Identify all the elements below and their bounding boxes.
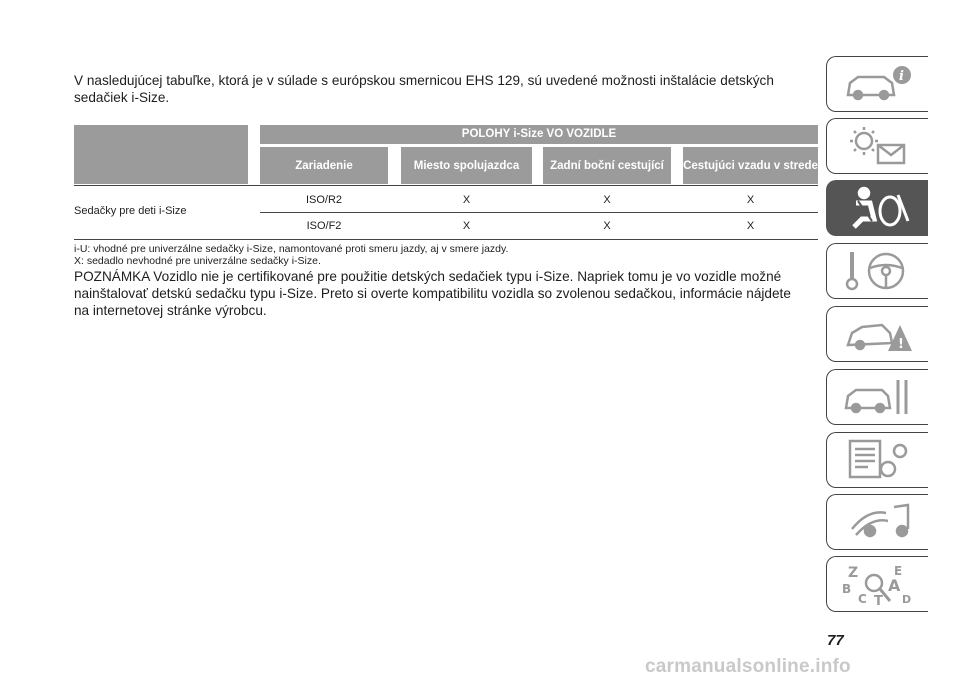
- table-divider-top: [74, 185, 818, 186]
- warning-lights-icon: [838, 123, 918, 169]
- steering-wheel-key-icon: [838, 248, 918, 294]
- table-divider-mid: [260, 212, 818, 213]
- tab-maintenance[interactable]: [826, 369, 928, 425]
- table-cell-device: ISO/F2: [306, 220, 342, 232]
- intro-paragraph: V nasledujúcej tabuľke, ktorá je v súlade s európskou smernicou EHS 129, sú uvedené možnosti inštalácie detských sedačiek i-Size.: [74, 73, 774, 105]
- table-cell-front: X: [462, 220, 471, 232]
- tab-warning-lights[interactable]: [826, 118, 928, 174]
- svg-text:E: E: [893, 564, 902, 578]
- tab-car-info[interactable]: [826, 56, 928, 112]
- table-legend: [74, 243, 508, 267]
- multimedia-icon: [838, 499, 918, 545]
- col-header-device: Zariadenie: [260, 147, 388, 184]
- svg-text:T: T: [873, 594, 883, 607]
- specs-gear-icon: [838, 437, 918, 483]
- svg-text:Z: Z: [847, 565, 858, 581]
- table-header-blank: [74, 125, 248, 184]
- page-number: 77: [827, 632, 844, 649]
- table-cell-rear-center: X: [746, 194, 755, 206]
- svg-text:A: A: [887, 576, 900, 595]
- car-maintenance-icon: [838, 374, 918, 420]
- legend-iu: i-U: vhodné pre univerzálne sedačky i-Size, namontované proti smeru jazdy, aj v smere jazdy.: [74, 243, 509, 255]
- index-letters-icon: [838, 561, 918, 607]
- table-divider-bottom: [74, 239, 818, 240]
- col-header-rear-side: Zadní boční cestující: [543, 147, 671, 184]
- table-group-header: POLOHY i-Size VO VOZIDLE: [260, 125, 818, 144]
- tab-technical-data[interactable]: [826, 432, 928, 488]
- tab-starting-driving[interactable]: [826, 243, 928, 299]
- note-paragraph: POZNÁMKA Vozidlo nie je certifikované pre použitie detských sedačiek typu i-Size. Napriek tomu je vo vozidle možné nainštalovať detskú sedačku typu i-Size. Preto si overte kompatibilitu vozidla so zvolenou sedačkou, informácie nájdete na internetovej stránke výrobcu.: [74, 269, 791, 318]
- table-cell-front: X: [462, 194, 471, 206]
- seatbelt-airbag-icon: [838, 185, 918, 231]
- tab-multimedia[interactable]: [826, 494, 928, 550]
- svg-text:B: B: [841, 582, 851, 596]
- tab-index[interactable]: [826, 556, 928, 612]
- table-cell-device: ISO/R2: [305, 194, 343, 206]
- col-header-front: Miesto spolujazdca: [401, 147, 532, 184]
- row-label: Sedačky pre deti i-Size: [74, 205, 187, 217]
- table-cell-rear-side: X: [603, 194, 611, 206]
- svg-text:i: i: [898, 69, 904, 84]
- table-cell-rear-center: X: [746, 220, 755, 232]
- legend-x: X: sedadlo nevhodné pre univerzálne sedačky i-Size.: [74, 255, 321, 267]
- col-header-rear-center: Cestujúci vzadu v strede: [683, 147, 818, 184]
- svg-text:!: !: [897, 337, 904, 352]
- table-cell-rear-side: X: [603, 220, 611, 232]
- car-info-icon: [838, 61, 918, 107]
- car-emergency-icon: [838, 311, 918, 357]
- watermark: carmanualsonline.info: [645, 656, 851, 677]
- tab-safety[interactable]: [826, 180, 928, 236]
- svg-text:D: D: [901, 593, 911, 606]
- svg-text:C: C: [857, 592, 867, 606]
- tab-emergency[interactable]: [826, 306, 928, 362]
